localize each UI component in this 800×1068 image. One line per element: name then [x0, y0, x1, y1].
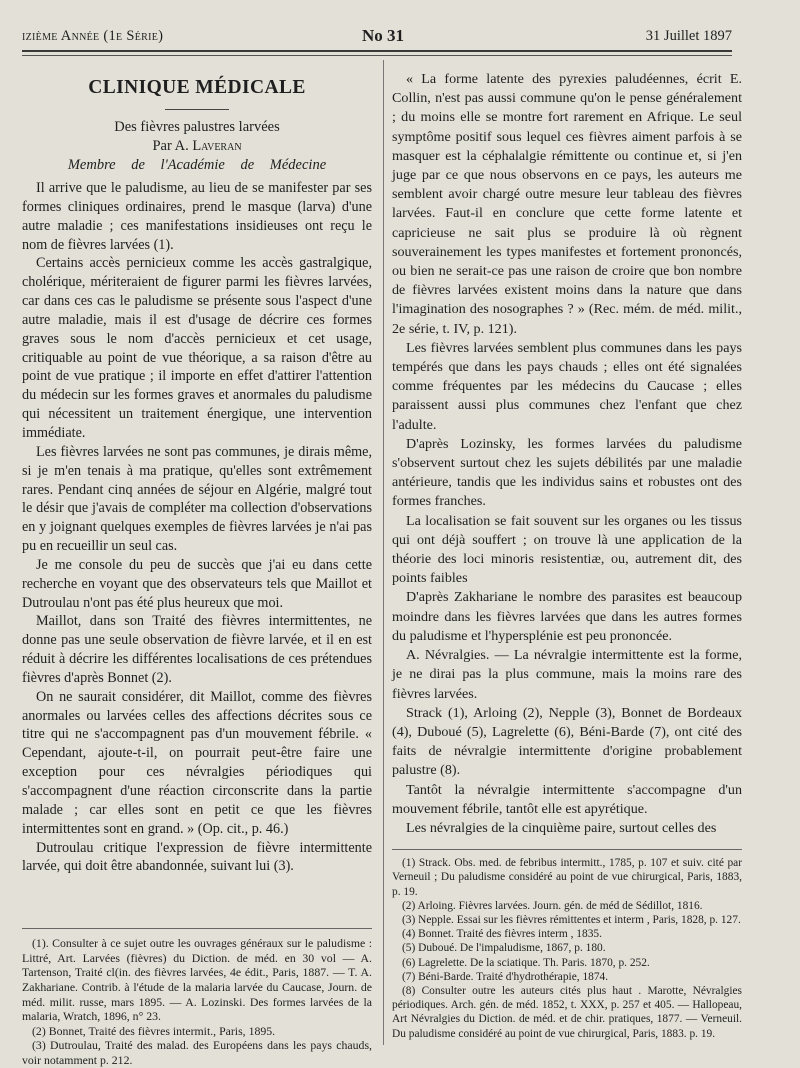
footnote: (2) Bonnet, Traité des fièvres intermit., Paris, 1895. — [32, 1023, 276, 1038]
paragraph: Certains accès pernicieux comme les accès gastralgique, cholérique, mériteraient de figurer parmi les fièvres larvées, car dans ces cas le paludisme se présente sous l'aspect d'une autre maladie, mais il est d'usage de décrire ces formes graves sous le nom d'accès pernicieux et cet usage, critiquable au point de vue théorique, a sa raison d'être au point de vue pratique ; il importe en effet d'attirer l'attention du médecin sur les formes graves et anormales du paludisme qui nécessitent un traitement énergique, une intervention immédiate. — [22, 255, 372, 441]
paragraph: Strack (1), Arloing (2), Nepple (3), Bonnet de Bordeaux (4), Duboué (5), Lagrelette (6), Béni-Barde (7), ont cité des faits de névralgie intermittente d'origine probablement palustre (8). — [392, 704, 742, 779]
paragraph: Il arrive que le paludisme, au lieu de se manifester par ses formes cliniques ordinaires, prend le masque (larva) d'une autre maladie ; ces manifestations insidieuses ont reçu le nom de fièvres larvées (1). — [22, 180, 372, 253]
paragraph: Je me console du peu de succès que j'ai eu dans cette recherche en voyant que des observateurs tels que Maillot et Dutroulau n'ont pas été plus heureux que moi. — [22, 556, 372, 611]
byline — [22, 137, 372, 156]
header-date: 31 Juillet 1897 — [645, 28, 732, 44]
footnote: (5) Duboué. De l'impaludisme, 1867, p. 180. — [402, 942, 606, 955]
paragraph: « La forme latente des pyrexies paludéennes, écrit E. Collin, n'est pas aussi commune qu'on le pense généralement ; du moins elle se montre fort rarement en Afrique. Le seul symptôme positif sous lequel ces fièvres aiment parfois à se masquer est la céphalalgie rémittente ou continue et, si j'en juge par ce que nous observons en ce pays, les auteurs me semblent avoir chargé outre mesure leur tableau des fièvres larvées. Faut-il en conclure que cette forme latente et capricieuse ne sait plus se produire là où règnent souverainement les types manifestes et fortement prononcés, ou bien ne serait-ce pas une raison de croire que bon nombre de fièvres larvées existent moins dans la nature que dans l'imagination des nosographes ? » (Rec. mém. de méd. milit., 2e série, t. IV, p. 121). — [392, 71, 742, 337]
paragraph: On ne saurait considérer, dit Maillot, comme des fièvres anormales ou larvées celles des affections décrites sous ce titre qui ne s'accompagnent pas d'un mouvement fébrile. « Cependant, ajoute-t-il, on pourrait peut-être faire une exception pour ces névralgies périodiques qui s'accompagnent d'une réaction circonscrite dans la partie malade ; car elles sont en petit ce que les fièvres intermittentes sont en grand. » (Op. cit., p. 46.) — [22, 688, 372, 837]
author-name: Laveran — [192, 138, 242, 154]
paragraph: Tantôt la névralgie intermittente s'accompagne d'un mouvement fébrile, tantôt elle est apyrétique. — [392, 781, 742, 817]
header-rule-thin — [22, 55, 732, 56]
footnote: (8) Consulter outre les auteurs cités plus haut . Marotte, Névralgies périodiques. Arch. gén. de méd. 1852, t. XXX, p. 257 et 405. — Hallopeau, Art Névralgies du Diction. de méd. et de chir. pratiques, 1877. — Verneuil. Du paludisme considéré au point de vue chirurgical, Paris, 1883. p. 19. — [392, 984, 742, 1040]
footnotes-left — [22, 936, 372, 1067]
header-issue-number: No 31 — [362, 26, 405, 45]
title-rule — [165, 109, 229, 110]
footnote: (2) Arloing. Fièvres larvées. Journ. gén. de méd de Sédillot, 1816. — [402, 899, 703, 912]
footnote: (3) Dutroulau, Traité des malad. des Européens dans les pays chauds, voir notamment p. 212. — [22, 1038, 372, 1067]
paragraph: Dutroulau critique l'expression de fièvre intermittente larvée, qui doit être abandonnée, suivant lui (3). — [22, 839, 372, 875]
paragraph: Les fièvres larvées semblent plus communes dans les pays tempérés que dans les pays chauds ; elles ont été signalées comme fréquentes par les médecins du Caucase ; elles paraissent aussi plus communes chez l'enfant que chez l'adulte. — [392, 339, 742, 433]
footnote: (7) Béni-Barde. Traité d'hydrothérapie, 1874. — [402, 970, 609, 983]
footnotes-right — [392, 856, 742, 1041]
right-column — [392, 70, 742, 1041]
footnote-separator — [22, 928, 372, 929]
paragraph: A. Névralgies. — La névralgie intermittente est la forme, je ne dirai pas la plus commune, mais la moins rare des fièvres larvées. — [392, 647, 742, 702]
paragraph: Les fièvres larvées ne sont pas communes, je dirais même, si je m'en tenais à ma pratique, qu'elles sont extrêmement rares. Pendant cinq années de séjour en Algérie, malgré tout le désir que j'avais de compléter ma collection d'observations en y joignant quelques exemples de fièvres larvées je n'ai pas pu en recueillir un seul cas. — [22, 443, 372, 555]
footnote-separator — [392, 849, 742, 850]
header-rule — [22, 50, 732, 52]
footnote: (6) Lagrelette. De la sciatique. Th. Paris. 1870, p. 252. — [402, 956, 650, 969]
article-title: Des fièvres palustres larvées — [114, 119, 280, 135]
byline-prefix: Par A. — [152, 138, 189, 154]
author-affiliation: Membre de l'Académie de Médecine — [67, 157, 327, 173]
paragraph: Les névralgies de la cinquième paire, surtout celles des — [406, 819, 717, 836]
paragraph: D'après Zakhariane le nombre des parasites est beaucoup moindre dans les fièvres larvées que dans les autres formes du paludisme et l'hypersplénie est peu prononcée. — [392, 589, 742, 644]
column-divider — [383, 60, 384, 1045]
paragraph: La localisation se fait souvent sur les organes ou les tissus qui ont déjà souffert ; on trouve là une application de la théorie des loci minoris resistentiæ, ou, autrement dit, des points faibles — [392, 512, 742, 587]
paragraph: Maillot, dans son Traité des fièvres intermittentes, ne donne pas une seule observation de fièvre larvée, et il en est réduit à décrire les différentes localisations de ces prétendues fièvres d'après Bonnet (2). — [22, 613, 372, 686]
paragraph: D'après Lozinsky, les formes larvées du paludisme s'observent surtout chez les sujets débilités par une maladie antérieure, tandis que les individus sains et robustes ont des formes franches. — [392, 435, 742, 510]
header-year-series: ızıème Année (1e Série) — [22, 28, 164, 44]
footnote: (4) Bonnet. Traité des fièvres interm , 1835. — [402, 928, 602, 941]
footnote: (1) Strack. Obs. med. de febribus intermitt., 1785, p. 107 et suiv. cité par Verneuil ; Du paludisme considéré au point de vue chirurgical, Paris, 1883, p. 19. — [392, 857, 742, 898]
footnote: (1). Consulter à ce sujet outre les ouvrages généraux sur le paludisme : Littré, Art. Larvées (fièvres) du Diction. de méd. en 30 vol — A. Tartenson, Traité cl(in. des fièvres larvées, 4e édit., Paris, 1887. — T. A. Zakhariane. Contrib. à l'étude de la malaria larvée du Caucase, Journ. de méd. milit. russe, mars 1895. — A. Lozinski. Des formes larvées de la malaria, Wratch, 1896, n° 23. — [22, 936, 372, 1024]
left-column — [22, 75, 372, 1068]
running-header — [22, 24, 732, 48]
footnote: (3) Nepple. Essai sur les fièvres rémittentes et interm , Paris, 1828, p. 127. — [402, 913, 741, 926]
section-title: CLINIQUE MÉDICALE — [88, 77, 306, 98]
